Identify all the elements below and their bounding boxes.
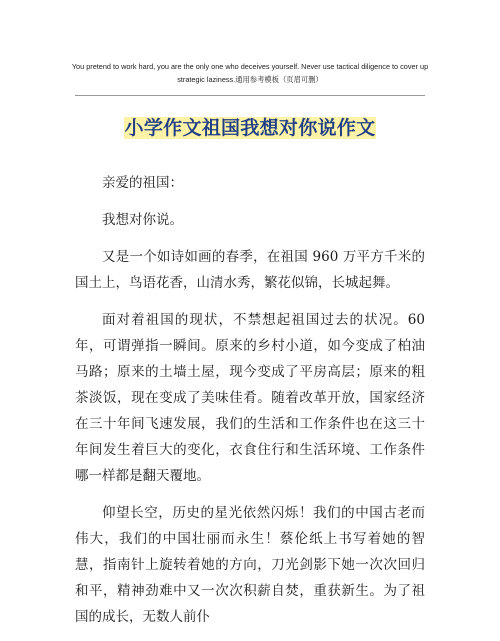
salutation-paragraph: 亲爱的祖国： [102,175,183,191]
body-paragraph: 仰望长空，历史的星光依然闪烁！我们的中国古老而伟大，我们的中国壮丽而永生！蔡伦纸上书写着她的智慧，指南针上旋转着她的方向，刀光剑影下她一次次回归和平，精神劲难中又一次次积薪自焚，重获新生。为了祖国的成长，无数人前仆 [75,505,425,625]
header-line-2: strategic laziness.通用参考模板（页眉可删） [177,75,323,84]
header-divider [75,95,425,96]
document-body [75,170,425,641]
document-title-text: 小学作文祖国我想对你说作文 [124,117,376,139]
body-paragraph: 面对着祖国的现状，不禁想起祖国过去的状况。60 年，可谓弹指一瞬间。原来的乡村小道，如今变成了柏油马路；原来的土墙土屋，现今变成了平房高层；原来的粗茶淡饭，现在变成了美味佳肴。随着改革开放，国家经济在三十年间飞速发展，我们的生活和工作条件也在这三十年间发生着巨大的变化，衣食住行和生活环境、工作条件哪一样都是翻天覆地。 [75,312,425,484]
page-header [62,60,438,86]
body-paragraph: 又是一个如诗如画的春季，在祖国 960 万平方千米的国土上，鸟语花香，山清水秀，繁花似锦，长城起舞。 [75,249,425,291]
document-title [0,114,500,142]
header-line-1: You pretend to work hard, you are the only one who deceives yourself. Never use tactical diligence to cover up [71,62,429,71]
opening-paragraph: 我想对你说。 [102,212,183,228]
